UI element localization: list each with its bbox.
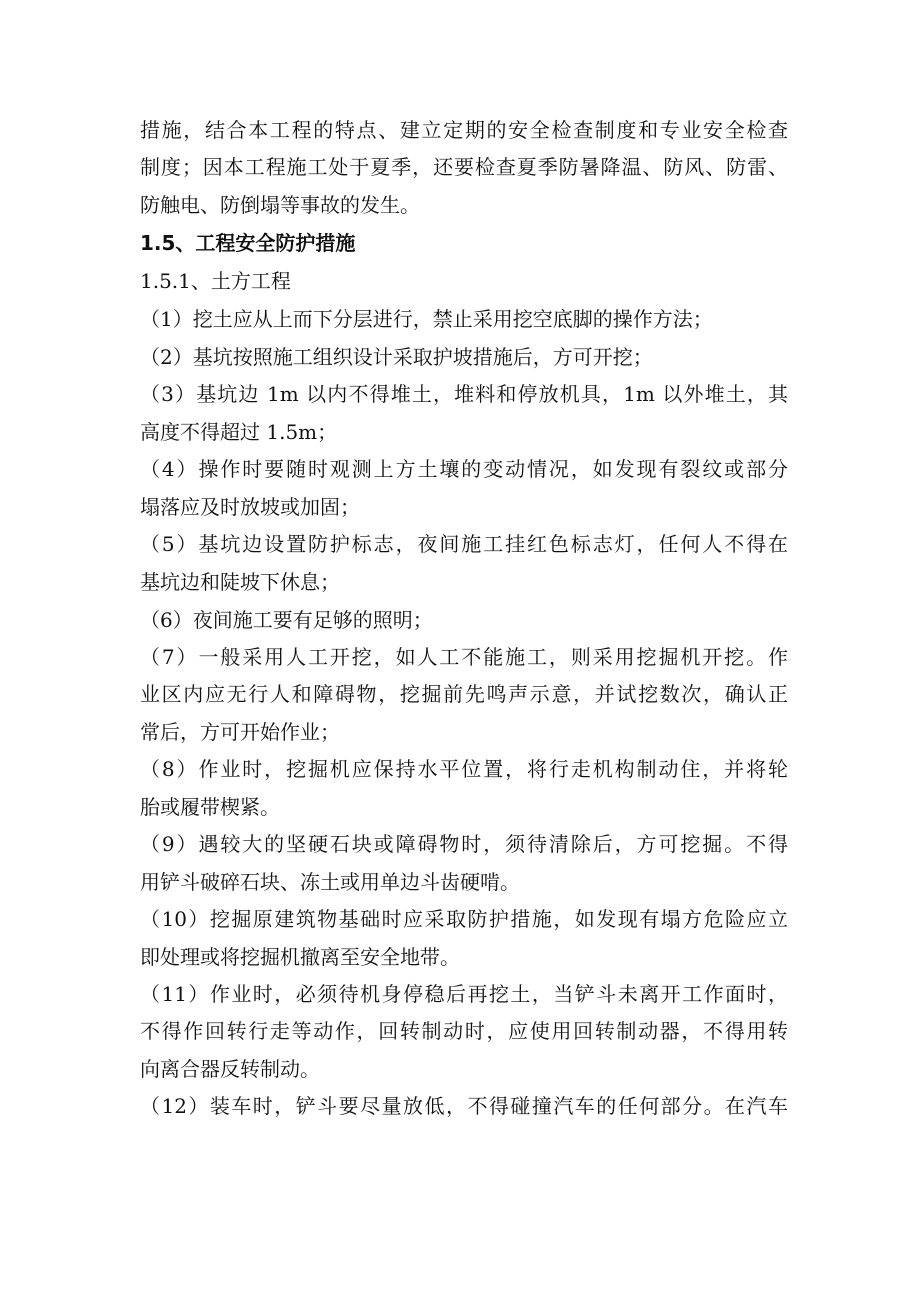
list-item-line: （5）基坑边设置防护标志，夜间施工挂红色标志灯，任何人不得在 <box>140 532 788 556</box>
list-item-line: （8）作业时，挖掘机应保持水平位置，将行走机构制动住，并将轮 <box>140 757 788 781</box>
list-item <box>140 826 788 901</box>
list-item-line: 业区内应无行人和障碍物，挖掘前先鸣声示意，并试挖数次，确认正 <box>140 682 788 706</box>
list-item <box>140 901 788 976</box>
list-item-line: 常后，方可开始作业； <box>140 720 340 744</box>
subsection-heading: 1.5.1、土方工程 <box>140 269 291 293</box>
list-item-line: 胎或履带楔紧。 <box>140 795 280 819</box>
list-item-line: （12）装车时，铲斗要尽量放低，不得碰撞汽车的任何部分。在汽车 <box>140 1094 788 1118</box>
list-item-line: （11）作业时，必须待机身停稳后再挖土，当铲斗未离开工作面时， <box>140 982 788 1006</box>
list-item <box>140 451 788 526</box>
intro-line: 制度；因本工程施工处于夏季，还要检查夏季防暑降温、防风、防雷、 <box>140 155 788 179</box>
list-item-line: 向离合器反转制动。 <box>140 1057 320 1081</box>
list-item-line: （3）基坑边 1m 以内不得堆土，堆料和停放机具，1m 以外堆土，其 <box>140 382 788 406</box>
list-item-line: （4）操作时要随时观测上方土壤的变动情况，如发现有裂纹或部分 <box>140 457 788 481</box>
list-item-line: （10）挖掘原建筑物基础时应采取防护措施，如发现有塌方危险应立 <box>140 907 788 931</box>
section-heading: 1.5、工程安全防护措施 <box>140 231 356 255</box>
intro-line: 措施，结合本工程的特点、建立定期的安全检查制度和专业安全检查 <box>140 118 788 142</box>
list-item-line: （1）挖土应从上而下分层进行，禁止采用挖空底脚的操作方法； <box>140 307 713 331</box>
list-item <box>140 376 788 451</box>
list-item-line: （7）一般采用人工开挖，如人工不能施工，则采用挖掘机开挖。作 <box>140 645 788 669</box>
list-item <box>140 526 788 601</box>
list-item <box>140 751 788 826</box>
list-item <box>140 1088 788 1125</box>
list-item-line: 基坑边和陡坡下休息； <box>140 570 340 594</box>
list-item-line: 即处理或将挖掘机撤离至安全地带。 <box>140 945 460 969</box>
list-item <box>140 338 788 376</box>
list-item-line: （9）遇较大的坚硬石块或障碍物时，须待清除后，方可挖掘。不得 <box>140 832 788 856</box>
list-item-line: （2）基坑按照施工组织设计采取护坡措施后，方可开挖； <box>140 345 653 369</box>
list-item-line: 用铲斗破碎石块、冻土或用单边斗齿硬啃。 <box>140 870 520 894</box>
intro-line: 防触电、防倒塌等事故的发生。 <box>140 193 420 217</box>
list-item-line: 不得作回转行走等动作，回转制动时，应使用回转制动器，不得用转 <box>140 1019 788 1043</box>
list-item-line: 塌落应及时放坡或加固； <box>140 495 360 519</box>
list-item <box>140 300 788 338</box>
list-item <box>140 976 788 1088</box>
list-item <box>140 601 788 639</box>
list-item-line: 高度不得超过 1.5m； <box>140 420 338 444</box>
list-item-line: （6）夜间施工要有足够的照明； <box>140 608 433 632</box>
list-item <box>140 639 788 751</box>
document-body <box>140 112 788 1125</box>
